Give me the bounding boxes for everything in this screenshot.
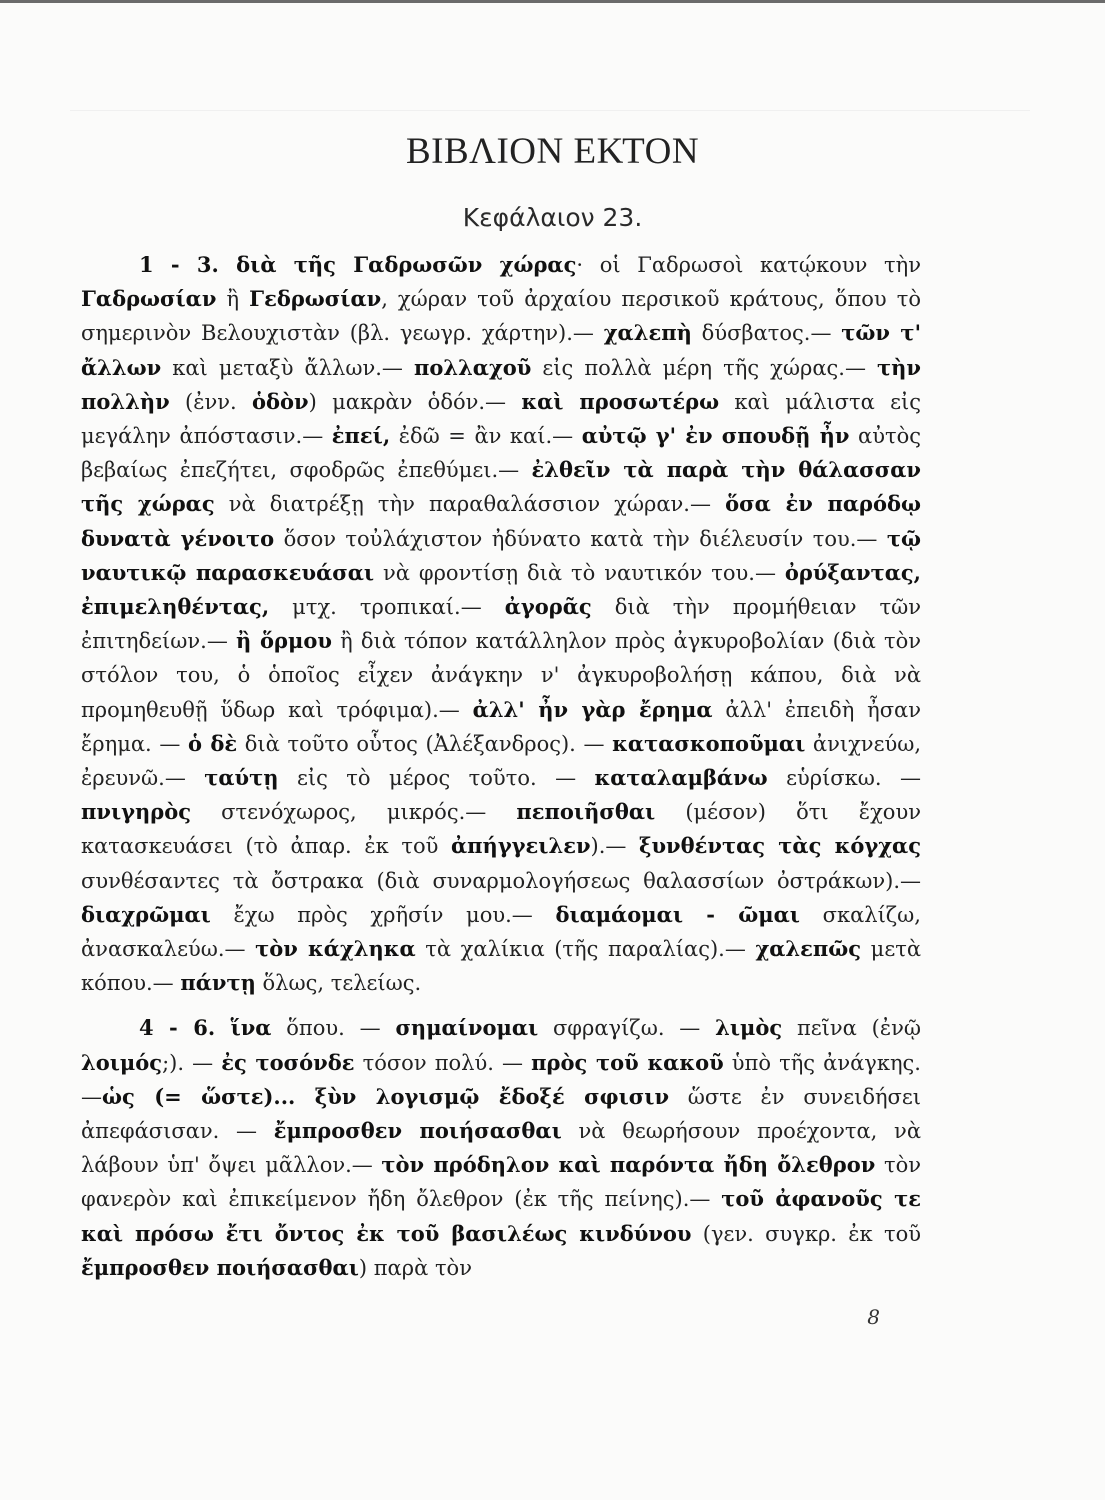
lemma-term: χαλεπὴ [603, 320, 692, 346]
gloss-text: · οἱ Γαδρωσοὶ κατῴκουν τὴν [576, 253, 921, 277]
gloss-text: εἰς πολλὰ μέρη τῆς χώρας.— [531, 355, 878, 380]
page-number: 8 [867, 1305, 880, 1329]
gloss-text: καὶ μεταξὺ ἄλλων.— [161, 355, 414, 380]
gloss-text: εἰς τὸ μέρος τοῦτο. — [278, 766, 595, 791]
gloss-text: εὑρίσκω. — [767, 766, 921, 791]
gloss-text: αὐτὸς βεβαίως ἐπεζήτει, σφοδρῶς ἐπεθύμει.— [81, 424, 921, 483]
lemma-term: πολλαχοῦ [413, 354, 532, 380]
lemma-term: ἐλθεῖν τὰ παρὰ τὴν θάλασσαν τῆς χώρας [81, 457, 921, 517]
gloss-text: ἢ [216, 287, 250, 312]
scan-edge-line [0, 0, 1105, 3]
lemma-term: τὸν πρόδηλον καὶ παρόντα ἤδη ὄλεθρον [381, 1152, 876, 1178]
gloss-text: νὰ φροντίσῃ διὰ τὸ ναυτικόν του.— [374, 560, 785, 585]
lemma-term: λοιμός [81, 1049, 163, 1075]
lemma-term: ἢ ὅρμου [235, 628, 332, 654]
gloss-text: καὶ μάλιστα εἰς μεγάλην ἀπόστασιν.— [81, 389, 921, 449]
gloss-text: τόσον πολύ. — [354, 1050, 532, 1075]
gloss-text: τὰ χαλίκια (τῆς παραλίας).— [415, 937, 756, 962]
lemma-term: τὴν πολλὴν [81, 354, 921, 414]
gloss-text: ὅσον τοὐλάχιστον ἠδύνατο κατὰ τὴν διέλευσίν του.— [274, 526, 887, 551]
lemma-term: ἐς τοσόνδε [221, 1049, 355, 1075]
gloss-text: νὰ θεωρήσουν προέχοντα, νὰ λάβουν ὑπ' ὄψει μᾶλλον.— [81, 1119, 922, 1178]
lemma-term: ἵνα [230, 1015, 272, 1041]
lemma-term: πνιγηρὸς [81, 799, 191, 825]
lemma-term: πεποιῆσθαι [516, 799, 656, 825]
lemma-term: ἔμπροσθεν ποιήσασθαι [273, 1118, 562, 1144]
lemma-term: χαλεπῶς [755, 936, 862, 962]
bleed-through-header [70, 80, 1030, 111]
lemma-term: καὶ προσωτέρω [521, 388, 720, 414]
chapter-title: Κεφάλαιον 23. [462, 203, 643, 232]
gloss-text: διὰ τὴν προμήθειαν τῶν ἐπιτηδείων.— [81, 595, 921, 654]
gloss-text: ἀλλ' ἐπειδὴ ἦσαν ἔρημα. — [81, 697, 921, 756]
lemma-term: ὀρύξαντας, ἐπιμεληθέντας, [81, 559, 921, 620]
lemma-term: τῶν τ' ἄλλων [81, 320, 921, 380]
gloss-text: μετὰ κόπου.— [81, 937, 921, 996]
lemma-term: αὐτῷ γ' ἐν σπουδῇ ἦν [581, 423, 850, 449]
lemma-term: ἐπεί, [331, 423, 391, 449]
gloss-text: συνθέσαντες τὰ ὄστρακα (διὰ συναρμολογήσεως θαλασσίων ὀστράκων).— [81, 868, 921, 893]
gloss-text: (μέσον) ὅτι ἔχουν κατασκευάσει (τὸ ἀπαρ. ἐκ τοῦ [81, 800, 921, 859]
gloss-text: , χώραν τοῦ ἀρχαίου περσικοῦ κράτους, ὅπου τὸ σημερινὸν Βελουχιστὰν (βλ. γεωγρ. χάρτην).— [81, 287, 921, 346]
gloss-text: στενόχωρος, μικρός.— [191, 800, 517, 825]
lemma-term: διαμάομαι - ῶμαι [555, 901, 800, 927]
gloss-text: διὰ τοῦτο οὗτος (Ἀλέξανδρος). — [237, 731, 613, 756]
gloss-text: ὥστε ἐν συνειδήσει ἀπεφάσισαν. — [81, 1084, 921, 1144]
gloss-text: ὅλως, τελείως. [255, 971, 422, 996]
gloss-text: ὅπου. — [271, 1016, 396, 1041]
lemma-term: διὰ τῆς Γαδρωσῶν χώρας [236, 252, 577, 277]
lemma-term: ἀλλ' ἦν γὰρ ἔρημα [472, 696, 713, 722]
lemma-term: 4 - 6. [139, 1015, 231, 1041]
lemma-term: Γεδρωσίαν [249, 286, 382, 312]
lemma-term: ἀπήγγειλεν [451, 833, 591, 859]
gloss-text: ἔχω πρὸς χρῆσίν μου.— [210, 902, 556, 927]
paragraph-1-3 [81, 248, 921, 1000]
commentary-body [81, 248, 921, 1285]
lemma-term: σημαίνομαι [395, 1015, 539, 1041]
gloss-text: ;). — [162, 1050, 222, 1075]
gloss-text: ) παρὰ τὸν [358, 1255, 472, 1280]
gloss-text: σκαλίζω, ἀνασκαλεύω.— [81, 902, 921, 962]
paragraph-4-6 [81, 1011, 921, 1285]
gloss-text: ) μακρὰν ὁδόν.— [308, 389, 522, 414]
gloss-text: σφραγίζω. — [538, 1016, 716, 1041]
lemma-term: ἀγορᾶς [504, 594, 592, 620]
gloss-text: ἀνιχνεύω, ἐρευνῶ.— [81, 731, 922, 791]
book-title: ΒΙΒΛΙΟΝ ΕΚΤΟΝ [405, 131, 700, 172]
gloss-text: τὸν φανερὸν καὶ ἐπικείμενον ἤδη ὄλεθρον (ἐκ τῆς πείνης).— [81, 1153, 922, 1212]
gloss-text: πεῖνα (ἐνῷ [782, 1016, 921, 1041]
gloss-text: (ἐνν. [169, 389, 252, 414]
lemma-term: πάντῃ [180, 970, 256, 996]
gloss-text: ἐδῶ = ἂν καί.— [390, 424, 582, 449]
lemma-term: τὸν κάχληκα [255, 936, 416, 962]
gloss-text: (γεν. συγκρ. ἐκ τοῦ [691, 1221, 921, 1246]
gloss-text: δύσβατος.— [691, 321, 842, 346]
lemma-term: διαχρῶμαι [81, 901, 211, 927]
lemma-term: κατασκοποῦμαι [612, 730, 806, 756]
lemma-term: ὁδὸν [252, 388, 309, 414]
gloss-text: μτχ. τροπικαί.— [269, 595, 505, 620]
lemma-term: τῷ ναυτικῷ παρασκευάσαι [81, 525, 921, 585]
lemma-term: πρὸς τοῦ κακοῦ [531, 1049, 724, 1075]
lemma-term: 1 - 3. [139, 252, 237, 277]
lemma-term: ξυνθέντας τὰς κόγχας [639, 833, 921, 859]
gloss-text: νὰ διατρέξῃ τὴν παραθαλάσσιον χώραν.— [214, 492, 726, 517]
lemma-term: τοῦ ἀφανοῦς τε καὶ πρόσω ἔτι ὄντος ἐκ τοῦ βασιλέως κινδύνου [81, 1186, 921, 1246]
lemma-term: ὅσα ἐν παρόδῳ δυνατὰ γένοιτο [81, 491, 922, 551]
lemma-term: ὡς (= ὥστε)... ξὺν λογισμῷ ἔδοξέ σφισιν [102, 1083, 670, 1109]
lemma-term: ἔμπροσθεν ποιήσασθαι [81, 1254, 359, 1280]
gloss-text: ἢ διὰ τόπον κατάλληλον πρὸς ἀγκυροβολίαν (διὰ τὸν στόλον του, ὁ ὁποῖος εἶχεν ἀνάγκην ν' ἀγκυροβολήσῃ κάπου, διὰ νὰ προμηθευθῇ ὕδωρ καὶ τρόφιμα).— [81, 629, 921, 722]
lemma-term: ταύτῃ [204, 765, 279, 791]
gloss-text: ὑπὸ τῆς ἀνάγκης.— [81, 1050, 921, 1109]
lemma-term: καταλαμβάνω [594, 765, 768, 791]
lemma-term: Γαδρωσίαν [81, 286, 217, 312]
gloss-text: ).— [590, 834, 640, 859]
lemma-term: λιμὸς [715, 1015, 783, 1041]
lemma-term: ὁ δὲ [188, 730, 238, 756]
